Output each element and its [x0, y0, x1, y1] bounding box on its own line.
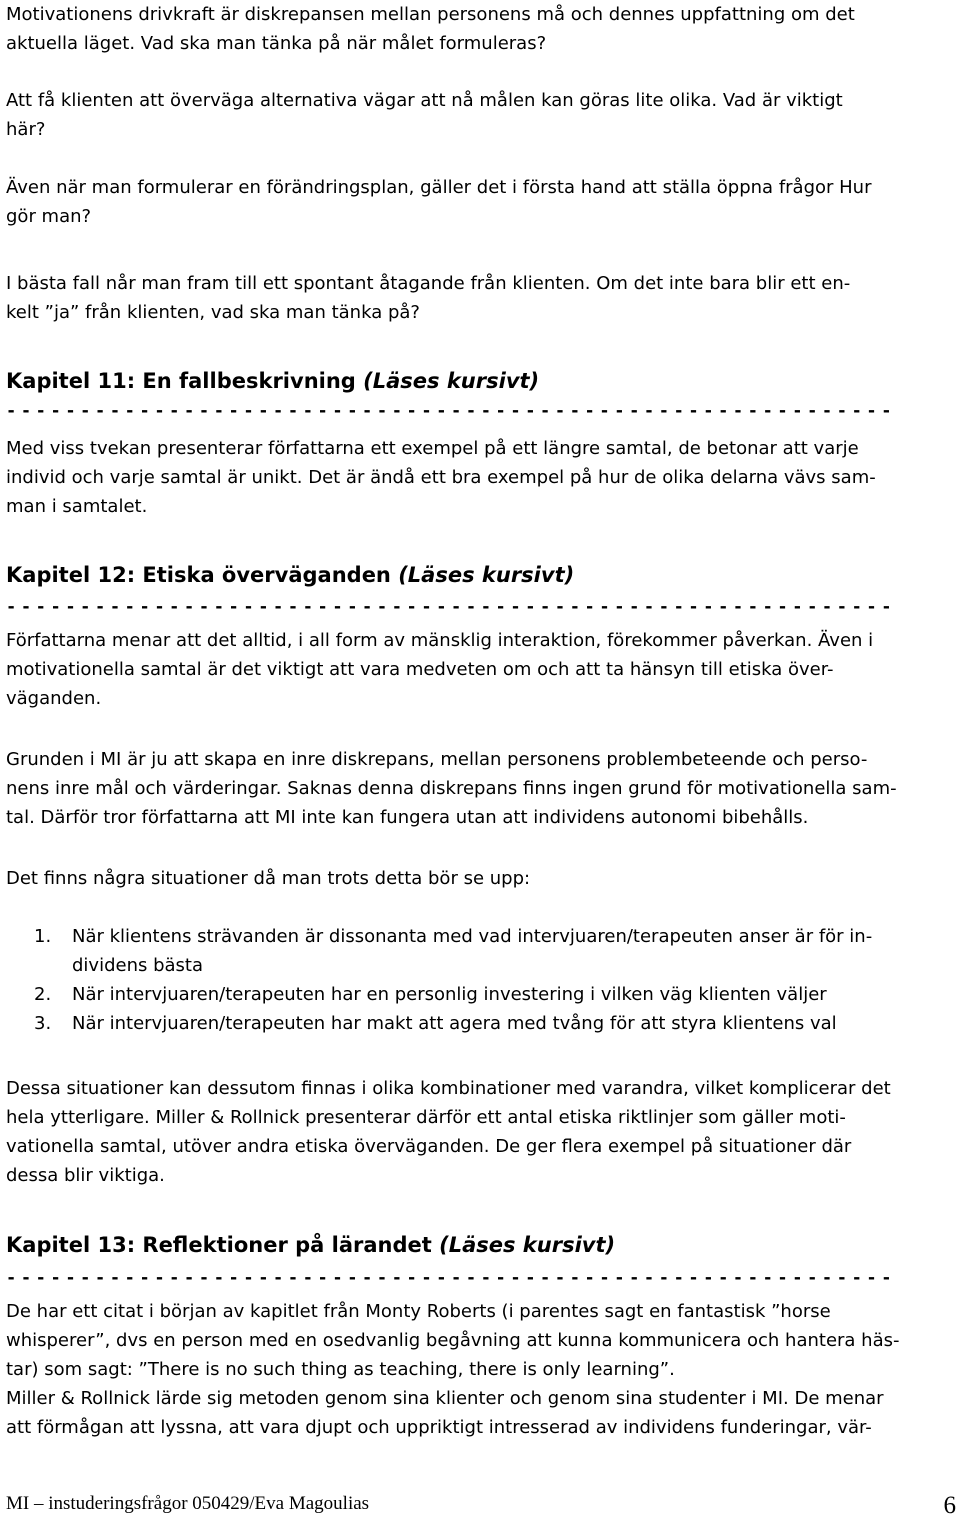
chapter-note: (Läses kursivt)	[439, 1233, 616, 1257]
text-line: tar) som sagt: ”There is no such thing as teaching, there is only learning”.	[6, 1359, 675, 1380]
chapter-12-paragraph-4	[6, 1074, 891, 1190]
text-line: När klientens strävanden är dissonanta med vad intervjuaren/terapeuten anser är för in-	[72, 926, 873, 947]
chapter-13-heading	[6, 1230, 615, 1260]
chapter-11-paragraph	[6, 434, 876, 521]
text-line: individ och varje samtal är unikt. Det är ändå ett bra exempel på hur de olika delarna vävs sam-	[6, 467, 876, 488]
list-item	[6, 1009, 872, 1038]
list-item	[6, 980, 872, 1009]
list-number: 2.	[34, 984, 52, 1005]
chapter-note: (Läses kursivt)	[398, 563, 575, 587]
text-line: man i samtalet.	[6, 496, 148, 517]
text-line: här?	[6, 119, 46, 140]
text-line: dessa blir viktiga.	[6, 1165, 165, 1186]
list-number: 3.	[34, 1013, 52, 1034]
text-line: Författarna menar att det alltid, i all form av mänsklig interaktion, förekommer påverkan. Även i	[6, 630, 874, 651]
chapter-12-heading	[6, 560, 574, 590]
text-line: Med viss tvekan presenterar författarna ett exempel på ett längre samtal, de betonar att varje	[6, 438, 859, 459]
text-line: Det finns några situationer då man trots detta bör se upp:	[6, 868, 531, 889]
chapter-title: Kapitel 13: Reflektioner på lärandet	[6, 1233, 432, 1257]
intro-paragraph-4	[6, 269, 850, 327]
text-line: nens inre mål och värderingar. Saknas denna diskrepans finns ingen grund för motivationella sam-	[6, 778, 897, 799]
section-divider: ------------------------------------------------------------	[6, 1268, 897, 1288]
text-line: Att få klienten att överväga alternativa vägar att nå målen kan göras lite olika. Vad är viktigt	[6, 90, 843, 111]
footer-text: MI – instuderingsfrågor 050429/Eva Magoulias	[6, 1493, 370, 1514]
chapter-12-paragraph-2	[6, 745, 897, 832]
chapter-11-heading	[6, 366, 539, 396]
text-line: Grunden i MI är ju att skapa en inre diskrepans, mellan personens problembeteende och perso-	[6, 749, 868, 770]
section-divider: ------------------------------------------------------------	[6, 597, 897, 617]
text-line: aktuella läget. Vad ska man tänka på när målet formuleras?	[6, 33, 547, 54]
intro-paragraph-1	[6, 0, 855, 58]
text-line: whisperer”, dvs en person med en osedvanlig begåvning att kunna kommunicera och hantera häs-	[6, 1330, 900, 1351]
text-line: I bästa fall når man fram till ett spontant åtagande från klienten. Om det inte bara blir ett en-	[6, 273, 851, 294]
text-line: hela ytterligare. Miller & Rollnick presenterar därför ett antal etiska riktlinjer som gäller moti-	[6, 1107, 846, 1128]
text-line: Motivationens drivkraft är diskrepansen mellan personens må och dennes uppfattning om det	[6, 4, 855, 25]
chapter-note: (Läses kursivt)	[363, 369, 540, 393]
text-line: vationella samtal, utöver andra etiska överväganden. De ger flera exempel på situationer där	[6, 1136, 852, 1157]
text-line: tal. Därför tror författarna att MI inte kan fungera utan att individens autonomi bibehålls.	[6, 807, 809, 828]
intro-paragraph-3	[6, 173, 872, 231]
chapter-13-paragraph	[6, 1297, 899, 1442]
text-line: När intervjuaren/terapeuten har en personlig investering i vilken väg klienten väljer	[72, 984, 827, 1005]
text-line: gör man?	[6, 206, 92, 227]
text-line: dividens bästa	[72, 955, 204, 976]
list-item	[6, 922, 872, 980]
text-line: Dessa situationer kan dessutom finnas i olika kombinationer med varandra, vilket komplicerar det	[6, 1078, 891, 1099]
text-line: motivationella samtal är det viktigt att vara medveten om och att ta hänsyn till etiska över-	[6, 659, 834, 680]
page-number: 6	[943, 1492, 956, 1519]
chapter-title: Kapitel 11: En fallbeskrivning	[6, 369, 356, 393]
text-line: att förmågan att lyssna, att vara djupt och uppriktigt intresserad av individens funderingar, vär-	[6, 1417, 872, 1438]
text-line: Miller & Rollnick lärde sig metoden genom sina klienter och genom sina studenter i MI. De menar	[6, 1388, 884, 1409]
text-line: väganden.	[6, 688, 102, 709]
chapter-12-paragraph-1	[6, 626, 873, 713]
chapter-12-list	[6, 922, 872, 1038]
text-line: kelt ”ja” från klienten, vad ska man tänka på?	[6, 302, 420, 323]
section-divider: ------------------------------------------------------------	[6, 401, 897, 421]
chapter-12-paragraph-3	[6, 864, 530, 893]
page-footer	[6, 1492, 956, 1519]
list-number: 1.	[34, 926, 52, 947]
text-line: När intervjuaren/terapeuten har makt att agera med tvång för att styra klientens val	[72, 1013, 837, 1034]
text-line: Även när man formulerar en förändringsplan, gäller det i första hand att ställa öppna frågor Hur	[6, 177, 872, 198]
intro-paragraph-2	[6, 86, 843, 144]
chapter-title: Kapitel 12: Etiska överväganden	[6, 563, 391, 587]
text-line: De har ett citat i början av kapitlet från Monty Roberts (i parentes sagt en fantastisk ”horse	[6, 1301, 831, 1322]
